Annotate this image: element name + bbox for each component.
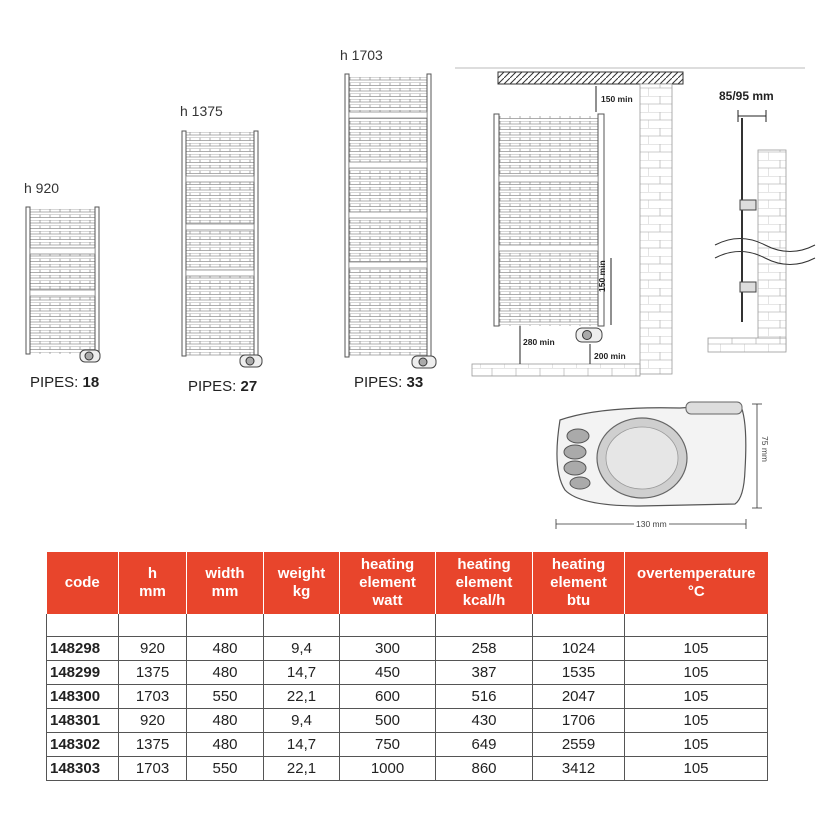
table-row (47, 685, 768, 709)
cell-height: 1703 (119, 757, 187, 781)
cell-overtemperature: 105 (625, 709, 768, 733)
table-row (47, 757, 768, 781)
spec-table (46, 552, 768, 781)
table-row (47, 637, 768, 661)
cell-overtemperature: 105 (625, 661, 768, 685)
cell-code: 148302 (47, 733, 119, 757)
cell-height: 920 (119, 709, 187, 733)
cell-watt: 600 (340, 685, 436, 709)
cell-kcal: 860 (436, 757, 533, 781)
table-header-row (47, 552, 768, 614)
header-watt: heating element watt (340, 552, 436, 614)
cell-overtemperature: 105 (625, 757, 768, 781)
cell-btu: 1706 (533, 709, 625, 733)
cell-overtemperature: 105 (625, 637, 768, 661)
top-clearance-label: 150 min (601, 94, 633, 104)
element-clearance-label: 200 min (594, 351, 626, 361)
radiator-3-height: h 1703 (340, 47, 383, 63)
radiator-1-height: h 920 (24, 180, 60, 196)
cell-width: 550 (187, 685, 264, 709)
cell-width: 550 (187, 757, 264, 781)
element-width-label: 130 mm (636, 519, 667, 529)
cell-kcal: 430 (436, 709, 533, 733)
cell-watt: 1000 (340, 757, 436, 781)
cell-kcal: 516 (436, 685, 533, 709)
radiator-2-pipes: PIPES: 27 (188, 378, 258, 395)
cell-code: 148303 (47, 757, 119, 781)
cell-height: 1375 (119, 733, 187, 757)
cell-watt: 450 (340, 661, 436, 685)
cell-height: 1375 (119, 661, 187, 685)
header-weight: weight kg (264, 552, 340, 614)
cell-kcal: 387 (436, 661, 533, 685)
cell-weight: 22,1 (264, 757, 340, 781)
cell-watt: 750 (340, 733, 436, 757)
cell-width: 480 (187, 637, 264, 661)
cell-watt: 300 (340, 637, 436, 661)
cell-btu: 3412 (533, 757, 625, 781)
radiator-medium (182, 131, 262, 367)
header-btu: heating element btu (533, 552, 625, 614)
cell-weight: 14,7 (264, 661, 340, 685)
radiator-small (26, 207, 100, 362)
cell-overtemperature: 105 (625, 733, 768, 757)
cell-code: 148301 (47, 709, 119, 733)
element-height-label: 75 mm (760, 436, 770, 462)
installation-diagram (455, 68, 815, 376)
cell-overtemperature: 105 (625, 685, 768, 709)
cell-btu: 2047 (533, 685, 625, 709)
cell-btu: 1535 (533, 661, 625, 685)
header-height: h mm (119, 552, 187, 614)
table-row (47, 661, 768, 685)
cell-kcal: 258 (436, 637, 533, 661)
floor-clearance-label: 280 min (523, 337, 555, 347)
cell-width: 480 (187, 733, 264, 757)
cell-height: 920 (119, 637, 187, 661)
cell-weight: 14,7 (264, 733, 340, 757)
cell-code: 148300 (47, 685, 119, 709)
radiator-3-pipes: PIPES: 33 (354, 374, 424, 391)
cell-width: 480 (187, 661, 264, 685)
table-row (47, 709, 768, 733)
cell-code: 148299 (47, 661, 119, 685)
wall-distance-label: 85/95 mm (719, 89, 774, 103)
cell-kcal: 649 (436, 733, 533, 757)
cell-code: 148298 (47, 637, 119, 661)
radiator-2-height: h 1375 (180, 103, 223, 119)
cell-height: 1703 (119, 685, 187, 709)
cell-btu: 1024 (533, 637, 625, 661)
table-row (47, 733, 768, 757)
cell-weight: 22,1 (264, 685, 340, 709)
table-spacer-row (47, 614, 768, 637)
cell-weight: 9,4 (264, 637, 340, 661)
cell-weight: 9,4 (264, 709, 340, 733)
cell-watt: 500 (340, 709, 436, 733)
cell-width: 480 (187, 709, 264, 733)
header-width: width mm (187, 552, 264, 614)
header-code: code (47, 552, 119, 614)
radiator-large (345, 74, 436, 368)
header-overtemperature: overtemperature °C (625, 552, 768, 614)
heating-element-drawing (556, 402, 762, 529)
cell-btu: 2559 (533, 733, 625, 757)
header-kcal: heating element kcal/h (436, 552, 533, 614)
radiator-1-pipes: PIPES: 18 (30, 374, 100, 391)
side-clearance-label: 150 min (597, 260, 607, 292)
